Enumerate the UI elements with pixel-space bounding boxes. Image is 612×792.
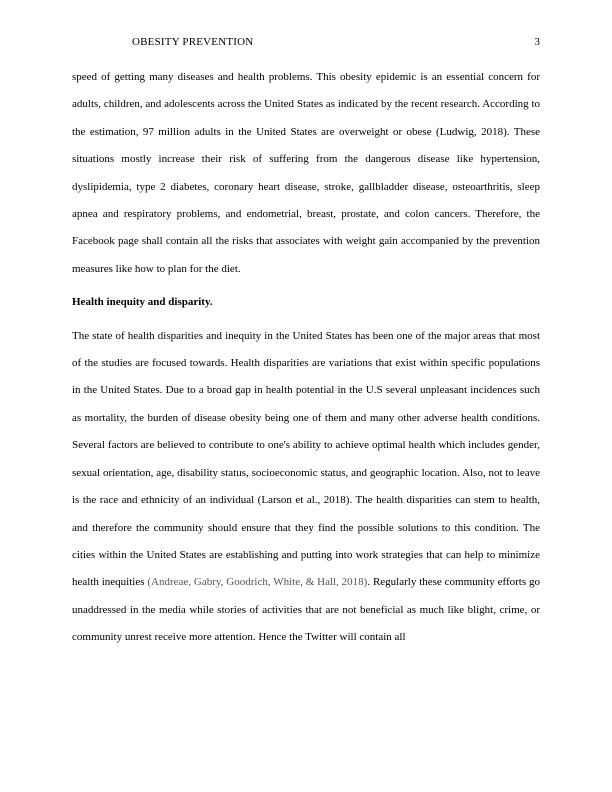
paragraph-obesity-risks: speed of getting many diseases and health problems. This obesity epidemic is an essential concern for adults, children, and adolescents across the United States as indicated by the recent research. According to the estimation, 97 million adults in the United States are overweight or obese (Ludwig, 2018). These situations mostly increase their risk of suffering from the dangerous disease like hypertension, dyslipidemia, type 2 diabetes, coronary heart disease, stroke, gallbladder disease, osteoarthritis, sleep apnea and respiratory problems, and endometrial, breast, prostate, and colon cancers. Therefore, the Facebook page shall contain all the risks that associates with weight gain accompanied by the prevention measures like how to plan for the diet. xyxy=(72,71,540,275)
running-head: OBESITY PREVENTION xyxy=(132,36,254,48)
paragraph-health-disparities xyxy=(72,323,540,652)
paragraph-text-part1: The state of health disparities and inequity in the United States has been one of the major areas that most of the studies are focused towards. Health disparities are variations that exist within specific populations in the United States. Due to a broad gap in health potential in the U.S several unpleasant incidences such as mortality, the burden of disease obesity being one of them and many other adverse health conditions. Several factors are believed to contribute to one's ability to achieve optimal health which includes gender, sexual orientation, age, disability status, socioeconomic status, and geographic location. Also, not to leave is the race and ethnicity of an individual (Larson et al., 2018). The health disparities can stem to health, and therefore the community should ensure that they find the possible solutions to this condition. The cities within the United States are establishing and putting into work strategies that can help to minimize health inequities xyxy=(72,329,540,589)
body-text xyxy=(72,64,540,652)
citation-andreae: (Andreae, Gabry, Goodrich, White, & Hall, 2018) xyxy=(147,576,368,589)
section-heading: Health inequity and disparity. xyxy=(72,296,213,309)
paragraph-text-part2: . Regularly these community efforts go unaddressed in the media while stories of activities that are not beneficial as much like blight, crime, or community unrest receive more attention. Hence the Twitter will contain all xyxy=(72,576,540,644)
page-number: 3 xyxy=(534,36,540,48)
